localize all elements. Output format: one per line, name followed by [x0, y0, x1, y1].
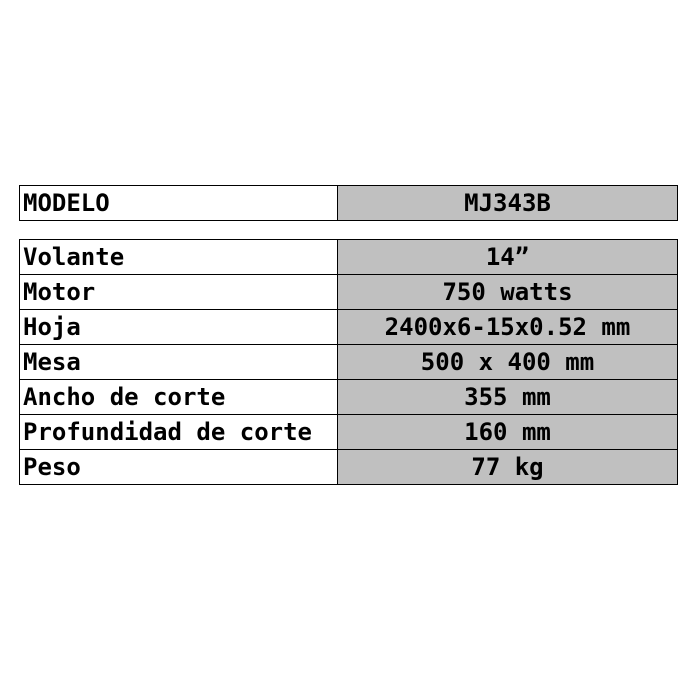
spec-label-volante: Volante	[20, 240, 338, 275]
spec-value-profundidad-de-corte: 160 mm	[338, 415, 678, 450]
model-value: MJ343B	[338, 186, 678, 221]
spec-label-mesa: Mesa	[20, 345, 338, 380]
table-row	[20, 450, 678, 485]
spec-label-ancho-de-corte: Ancho de corte	[20, 380, 338, 415]
specifications-table	[19, 239, 678, 485]
spec-label-peso: Peso	[20, 450, 338, 485]
spec-label-hoja: Hoja	[20, 310, 338, 345]
table-row	[20, 275, 678, 310]
spec-label-profundidad-de-corte: Profundidad de corte	[20, 415, 338, 450]
spec-value-motor: 750 watts	[338, 275, 678, 310]
spec-value-ancho-de-corte: 355 mm	[338, 380, 678, 415]
model-header-table	[19, 185, 678, 221]
spec-value-volante: 14”	[338, 240, 678, 275]
table-row	[20, 415, 678, 450]
spec-value-peso: 77 kg	[338, 450, 678, 485]
table-row	[20, 310, 678, 345]
table-row	[20, 380, 678, 415]
table-row	[20, 240, 678, 275]
model-row	[20, 186, 678, 221]
spec-value-hoja: 2400x6-15x0.52 mm	[338, 310, 678, 345]
spec-value-mesa: 500 x 400 mm	[338, 345, 678, 380]
table-row	[20, 345, 678, 380]
spec-label-motor: Motor	[20, 275, 338, 310]
model-label: MODELO	[20, 186, 338, 221]
